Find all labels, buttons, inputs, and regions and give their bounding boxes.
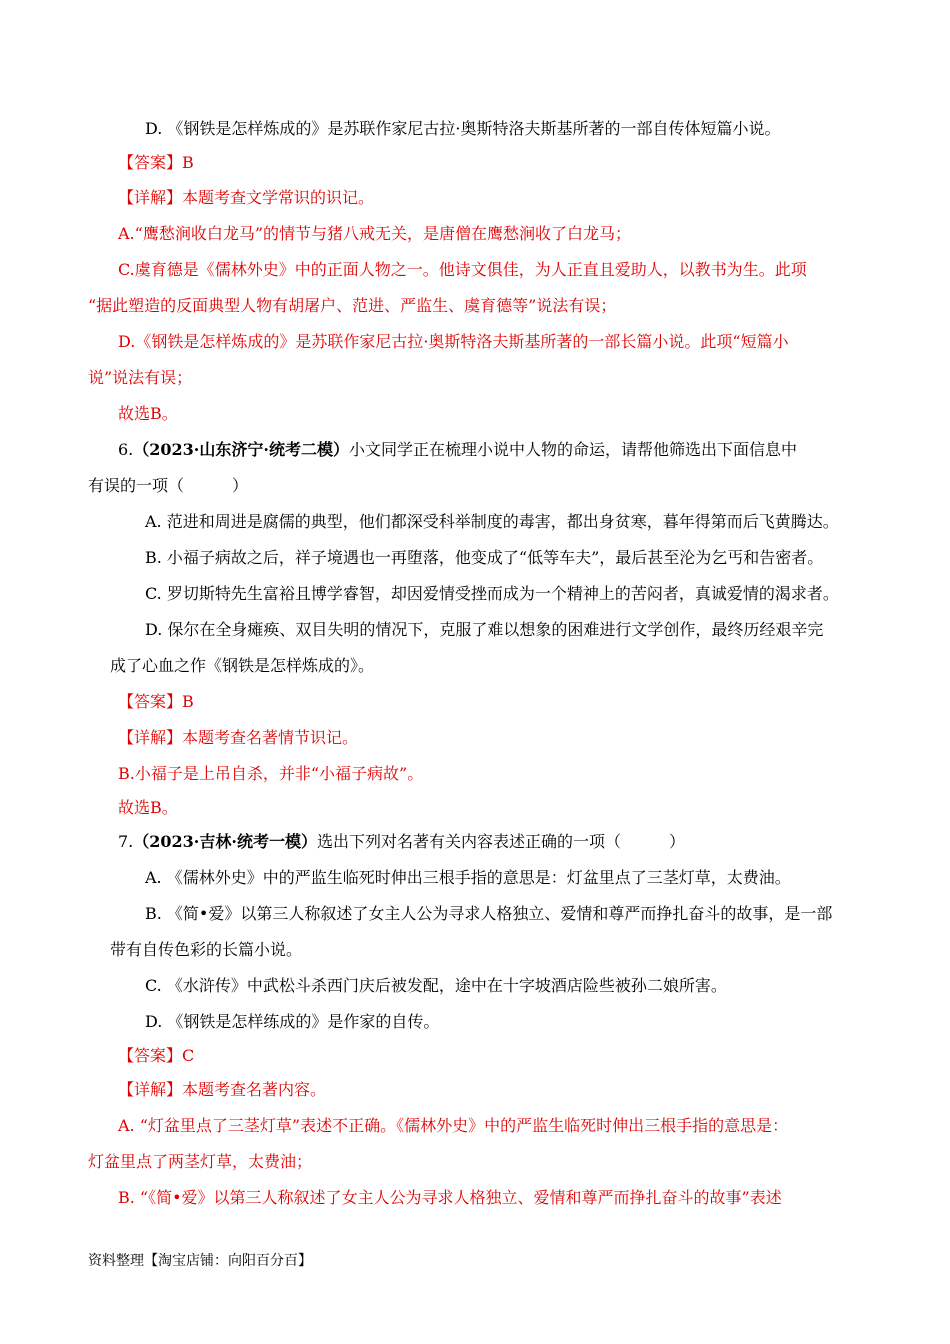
option-d-continued: 成了心血之作《钢铁是怎样炼成的》。 — [110, 656, 375, 675]
conclusion-text: 故选B。 — [118, 404, 178, 423]
explanation-line: A.“鹰愁涧收白龙马”的情节与猪八戒无关，是唐僧在鹰愁涧收了白龙马； — [118, 224, 632, 243]
option-b: B. 《简•爱》以第三人称叙述了女主人公为寻求人格独立、爱情和尊严而挣扎奋斗的故事，是一部 — [145, 904, 833, 923]
answer-label: 【答案】B — [118, 692, 194, 711]
question-text: 小文同学正在梳理小说中人物的命运，请帮他筛选出下面信息中 — [348, 440, 797, 459]
question-number: 6. — [118, 440, 134, 459]
explanation-line: “据此塑造的反面典型人物有胡屠户、范进、严监生、虞育德等”说法有误； — [88, 296, 617, 315]
page-footer: 资料整理【淘宝店铺：向阳百分百】 — [88, 1253, 312, 1269]
explanation-line: 说”说法有误； — [88, 368, 193, 387]
explanation-label: 【详解】本题考查名著情节识记。 — [118, 728, 359, 747]
question-text: 选出下列对名著有关内容表述正确的一项（ ） — [316, 832, 685, 851]
option-d-text: D. 《钢铁是怎样炼成的》是苏联作家尼古拉·奥斯特洛夫斯基所著的一部自传体短篇小说。 — [145, 119, 781, 138]
answer-label: 【答案】C — [118, 1046, 195, 1065]
explanation-line: B. “《简•爱》以第三人称叙述了女主人公为寻求人格独立、爱情和尊严而挣扎奋斗的故事”表述 — [118, 1188, 782, 1207]
question-text: 有误的一项（ ） — [88, 476, 249, 495]
question-7-stem — [118, 831, 685, 853]
option-d: D. 《钢铁是怎样练成的》是作家的自传。 — [145, 1012, 440, 1031]
conclusion-text: 故选B。 — [118, 798, 178, 817]
option-b: B. 小福子病故之后，祥子境遇也一再堕落，他变成了“低等车夫”，最后甚至沦为乞丐和告密者。 — [145, 548, 824, 567]
option-b-continued: 带有自传色彩的长篇小说。 — [110, 940, 303, 959]
question-6-stem — [118, 439, 797, 461]
explanation-label: 【详解】本题考查文学常识的识记。 — [118, 188, 375, 207]
option-a: A. 《儒林外史》中的严监生临死时伸出三根手指的意思是：灯盆里点了三茎灯草，太费油。 — [145, 868, 791, 887]
explanation-line: C.虞育德是《儒林外史》中的正面人物之一。他诗文俱佳，为人正直且爱助人，以教书为生。此项 — [118, 260, 807, 279]
option-d: D. 保尔在全身瘫痪、双目失明的情况下，克服了难以想象的困难进行文学创作，最终历经艰辛完 — [145, 620, 824, 639]
option-c: C. 《水浒传》中武松斗杀西门庆后被发配，途中在十字坡酒店险些被孙二娘所害。 — [145, 976, 727, 995]
explanation-line: 灯盆里点了两茎灯草，太费油； — [88, 1152, 313, 1171]
explanation-line: D.《钢铁是怎样炼成的》是苏联作家尼古拉·奥斯特洛夫斯基所著的一部长篇小说。此项“短篇小 — [118, 332, 789, 351]
question-source: （2023·吉林·统考一模） — [133, 832, 317, 851]
question-number: 7. — [118, 832, 134, 851]
explanation-line: A. “灯盆里点了三茎灯草”表述不正确。《儒林外史》中的严监生临死时伸出三根手指的意思是： — [118, 1116, 789, 1135]
answer-label: 【答案】B — [118, 153, 194, 172]
option-c: C. 罗切斯特先生富裕且博学睿智，却因爱情受挫而成为一个精神上的苦闷者，真诚爱情的渴求者。 — [145, 584, 839, 603]
question-source: （2023·山东济宁·统考二模） — [133, 440, 349, 459]
explanation-label: 【详解】本题考查名著内容。 — [118, 1080, 327, 1099]
explanation-line: B.小福子是上吊自杀，并非“小福子病故”。 — [118, 764, 424, 783]
option-a: A. 范进和周进是腐儒的典型，他们都深受科举制度的毒害，都出身贫寒，暮年得第而后飞黄腾达。 — [145, 512, 839, 531]
